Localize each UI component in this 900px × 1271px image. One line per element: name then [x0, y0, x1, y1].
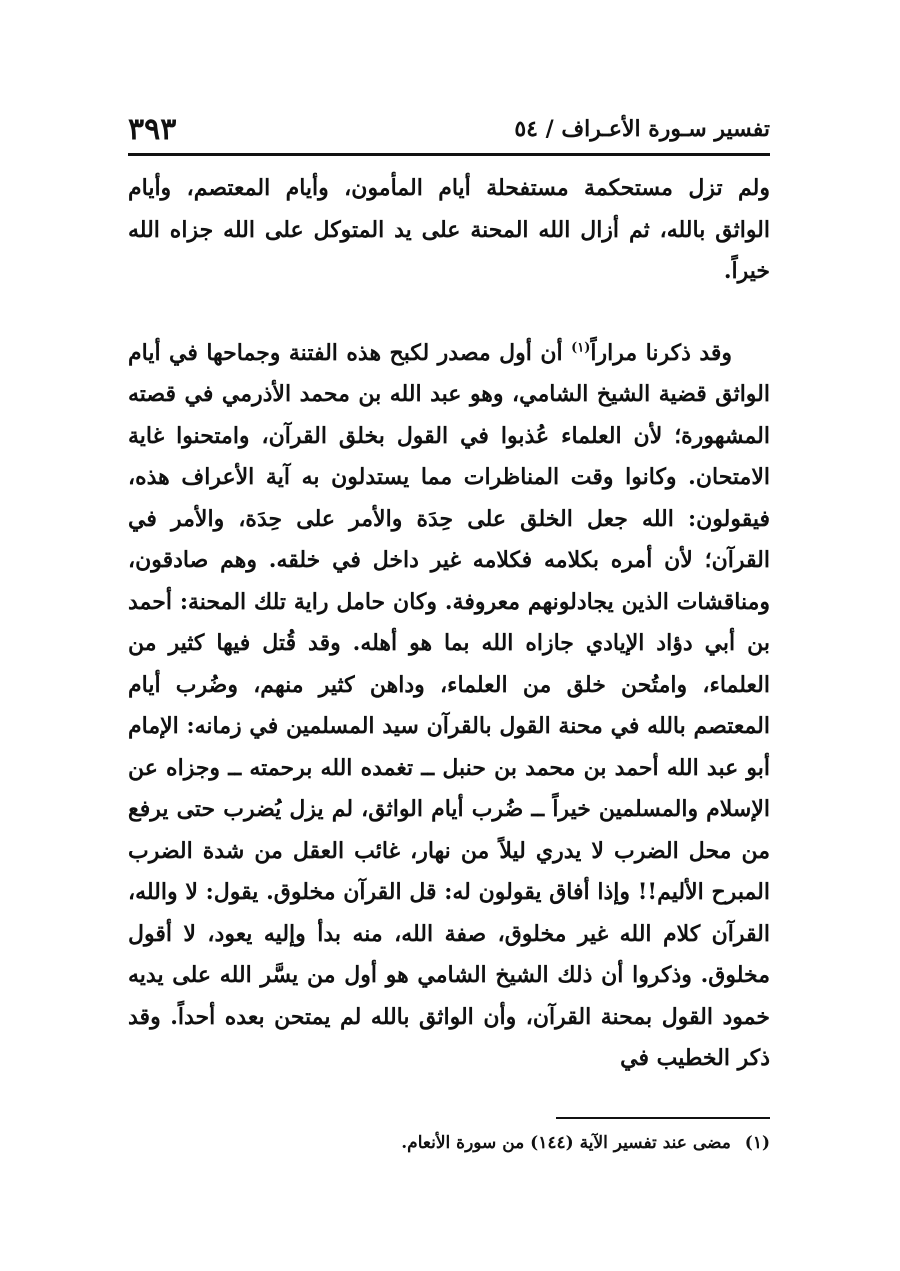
- footnote-reference: (١): [571, 340, 591, 356]
- paragraph-2: [128, 333, 770, 1080]
- main-text: [128, 168, 770, 1080]
- paragraph-2-start: وقد ذكرنا مراراً: [590, 339, 733, 366]
- footnote-divider: [556, 1117, 770, 1119]
- running-title: تفسير سـورة الأعـراف / ٥٤: [514, 116, 770, 142]
- paragraph-1: ولم تزل مستحكمة مستفحلة أيام المأمون، وأيام المعتصم، وأيام الواثق بالله، ثم أزال الله المحنة على يد المتوكل على الله جزاه الله خيراً.: [128, 175, 770, 284]
- page-header: [128, 108, 770, 150]
- footnote-text: مضى عند تفسير الآية (١٤٤) من سورة الأنعام.: [401, 1133, 731, 1153]
- header-divider: [128, 153, 770, 156]
- footnote-number: (١): [744, 1133, 770, 1153]
- page-number: ٣٩٣: [128, 111, 177, 147]
- paragraph-2-rest: أن أول مصدر لكبح هذه الفتنة وجماحها في أيام الواثق قضية الشيخ الشامي، وهو عبد الله بن محمد الأذرمي في قصته المشهورة؛ لأن العلماء عُذبوا في القول بخلق القرآن، وامتحنوا غاية الامتحان. وكانوا وقت المناظرات مما يستدلون به آية الأعراف هذه، فيقولون: الله جعل الخلق على حِدَة والأمر على حِدَة، والأمر في القرآن؛ لأن أمره بكلامه فكلامه غير داخل في خلقه. وهم صادقون، ومناقشات الذين يجادلونهم معروفة. وكان حامل راية تلك المحنة: أحمد بن أبي دؤاد الإيادي جازاه الله بما هو أهله. وقد قُتل فيها كثير من العلماء، وامتُحن خلق من العلماء، وداهن كثير منهم، وضُرب أيام المعتصم بالله في محنة القول بالقرآن سيد المسلمين في زمانه: الإمام أبو عبد الله أحمد بن محمد بن حنبل ــ تغمده الله برحمته ــ وجزاه عن الإسلام والمسلمين خيراً ــ ضُرب أيام الواثق، لم يزل يُضرب حتى يرفع من محل الضرب لا يدري ليلاً من نهار، غائب العقل من شدة الضرب المبرح الأليم!! وإذا أفاق يقولون له: قل القرآن مخلوق. يقول: لا والله، القرآن كلام الله غير مخلوق، صفة الله، منه بدأ وإليه يعود، لا أقول مخلوق. وذكروا أن ذلك الشيخ الشامي هو أول من يسَّر الله على يديه خمود القول بمحنة القرآن، وأن الواثق بالله لم يمتحن بعده أحداً. وقد ذكر الخطيب في: [128, 339, 770, 1071]
- footnote: [128, 1128, 770, 1158]
